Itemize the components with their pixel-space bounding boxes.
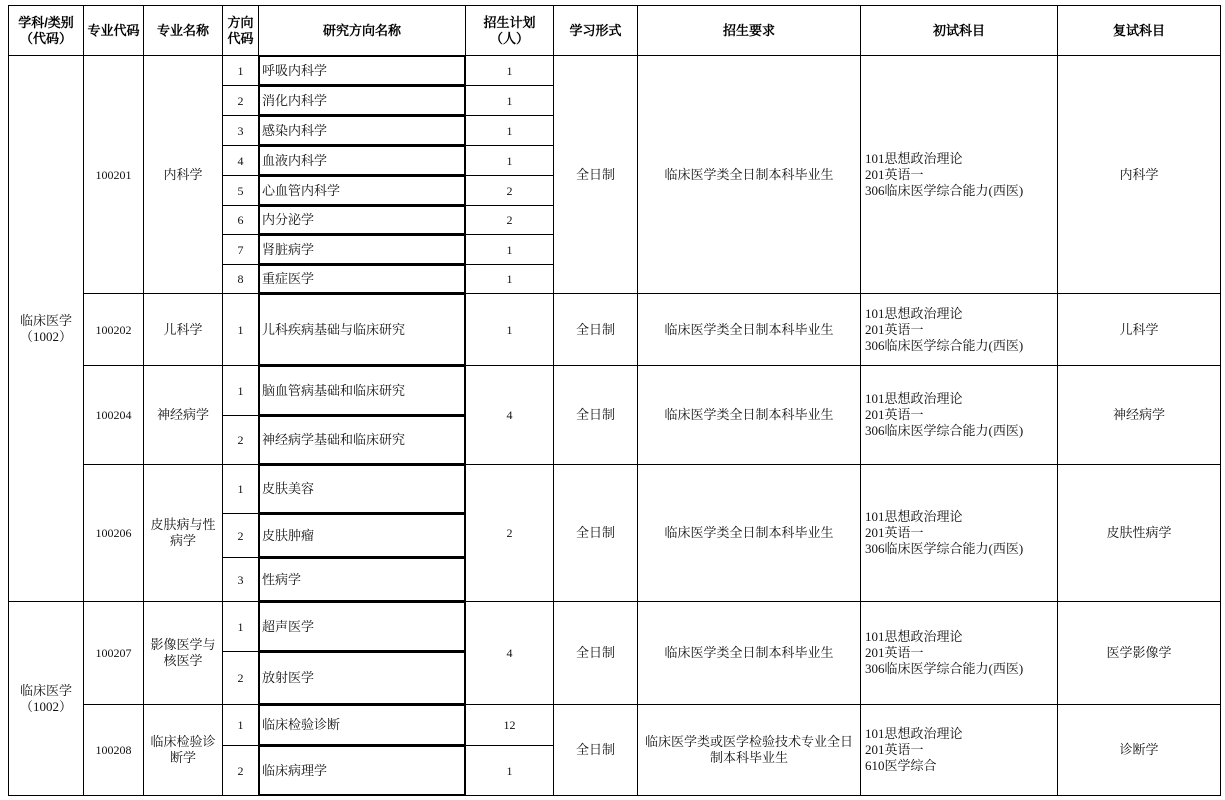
direction-code-cell: 1 <box>223 705 258 745</box>
exam-subject-list <box>865 629 1023 677</box>
study-mode-cell: 全日制 <box>554 465 637 601</box>
direction-name-cell: 内分泌学 <box>259 206 465 234</box>
direction-name-cell: 重症医学 <box>259 265 465 293</box>
quota-cell: 1 <box>466 294 553 365</box>
direction-name-cell: 超声医学 <box>259 602 465 651</box>
study-mode-cell: 全日制 <box>554 294 637 365</box>
initial-exam-cell <box>861 465 1057 601</box>
major-name-cell: 临床检验诊断学 <box>144 705 222 795</box>
exam-subject: 101思想政治理论 <box>865 150 963 166</box>
major-code-cell: 100201 <box>84 56 143 293</box>
quota-cell: 12 <box>466 705 553 745</box>
exam-subject: 101思想政治理论 <box>865 305 963 321</box>
quota-cell: 1 <box>466 86 553 115</box>
direction-code-cell: 4 <box>223 146 258 175</box>
study-mode-cell: 全日制 <box>554 705 637 795</box>
category-cell: 临床医学 （1002） <box>9 56 83 601</box>
major-name-cell: 皮肤病与性病学 <box>144 465 222 601</box>
retest-cell: 医学影像学 <box>1058 602 1220 704</box>
direction-code-cell: 8 <box>223 265 258 293</box>
major-code-cell: 100207 <box>84 602 143 704</box>
header-major-code: 专业代码 <box>84 6 143 55</box>
requirement-cell: 临床医学类全日制本科毕业生 <box>638 366 860 464</box>
direction-name-cell: 心血管内科学 <box>259 176 465 205</box>
major-name-cell: 内科学 <box>144 56 222 293</box>
major-name-cell: 影像医学与核医学 <box>144 602 222 704</box>
initial-exam-cell <box>861 602 1057 704</box>
major-code-cell: 100202 <box>84 294 143 365</box>
quota-cell: 4 <box>466 602 553 704</box>
direction-name-cell: 脑血管病基础和临床研究 <box>259 366 465 415</box>
direction-code-cell: 2 <box>223 416 258 464</box>
direction-name-cell: 儿科疾病基础与临床研究 <box>259 294 465 365</box>
direction-name-cell: 性病学 <box>259 558 465 601</box>
header-retest: 复试科目 <box>1058 6 1220 55</box>
direction-name-cell: 感染内科学 <box>259 116 465 145</box>
direction-code-cell: 2 <box>223 514 258 557</box>
header-quota: 招生计划 （人） <box>466 6 553 55</box>
quota-cell: 2 <box>466 465 553 601</box>
header-requirements: 招生要求 <box>638 6 860 55</box>
direction-code-cell: 2 <box>223 652 258 704</box>
direction-code-cell: 1 <box>223 602 258 651</box>
direction-name-cell: 皮肤美容 <box>259 465 465 513</box>
direction-name-cell: 血液内科学 <box>259 146 465 175</box>
study-mode-cell: 全日制 <box>554 602 637 704</box>
direction-name-cell: 消化内科学 <box>259 86 465 115</box>
exam-subject: 101思想政治理论 <box>865 391 963 406</box>
direction-code-cell: 1 <box>223 366 258 415</box>
initial-exam-cell <box>861 56 1057 293</box>
header-initial-exam: 初试科目 <box>861 6 1057 55</box>
requirement-cell: 临床医学类全日制本科毕业生 <box>638 602 860 704</box>
quota-cell: 2 <box>466 176 553 205</box>
direction-code-cell: 2 <box>223 746 258 795</box>
direction-name-cell: 临床病理学 <box>259 746 465 795</box>
header-category: 学科/类别 （代码） <box>9 6 83 55</box>
exam-subject-list <box>865 306 1023 354</box>
initial-exam-cell <box>861 294 1057 365</box>
exam-subject: 201英语一 <box>865 742 924 757</box>
exam-subject-list <box>865 726 963 774</box>
direction-code-cell: 2 <box>223 86 258 115</box>
quota-cell: 1 <box>466 235 553 264</box>
exam-subject: 101思想政治理论 <box>865 726 963 741</box>
quota-cell: 1 <box>466 116 553 145</box>
direction-code-cell: 7 <box>223 235 258 264</box>
header-direction-name: 研究方向名称 <box>259 6 465 55</box>
direction-code-cell: 1 <box>223 56 258 85</box>
exam-subject: 201英语一 <box>865 321 924 337</box>
quota-cell: 1 <box>466 56 553 85</box>
study-mode-cell: 全日制 <box>554 366 637 464</box>
major-code-cell: 100204 <box>84 366 143 464</box>
exam-subject: 306临床医学综合能力(西医) <box>865 182 1024 198</box>
exam-subject-list <box>865 151 1023 199</box>
exam-subject: 306临床医学综合能力(西医) <box>865 337 1024 353</box>
quota-cell: 1 <box>466 146 553 175</box>
direction-code-cell: 1 <box>223 465 258 513</box>
direction-code-cell: 5 <box>223 176 258 205</box>
direction-name-cell: 呼吸内科学 <box>259 56 465 85</box>
direction-name-cell: 皮肤肿瘤 <box>259 514 465 557</box>
major-code-cell: 100208 <box>84 705 143 795</box>
exam-subject: 101思想政治理论 <box>865 629 963 644</box>
header-major-name: 专业名称 <box>144 6 222 55</box>
retest-cell: 神经病学 <box>1058 366 1220 464</box>
quota-cell: 1 <box>466 265 553 293</box>
quota-cell: 2 <box>466 206 553 234</box>
requirement-cell: 临床医学类全日制本科毕业生 <box>638 56 860 293</box>
direction-name-cell: 肾脏病学 <box>259 235 465 264</box>
initial-exam-cell <box>861 366 1057 464</box>
exam-subject: 610医学综合 <box>865 758 937 773</box>
requirement-cell: 临床医学类全日制本科毕业生 <box>638 465 860 601</box>
header-direction-code: 方向 代码 <box>223 6 258 55</box>
study-mode-cell: 全日制 <box>554 56 637 293</box>
major-code-cell: 100206 <box>84 465 143 601</box>
category-cell: 临床医学 （1002） <box>9 602 83 795</box>
exam-subject: 201英语一 <box>865 525 924 540</box>
retest-cell: 内科学 <box>1058 56 1220 293</box>
major-name-cell: 神经病学 <box>144 366 222 464</box>
exam-subject-list <box>865 391 1023 439</box>
direction-name-cell: 神经病学基础和临床研究 <box>259 416 465 464</box>
header-study-mode: 学习形式 <box>554 6 637 55</box>
exam-subject: 201英语一 <box>865 645 924 660</box>
exam-subject: 101思想政治理论 <box>865 509 963 524</box>
exam-subject: 201英语一 <box>865 407 924 422</box>
retest-cell: 儿科学 <box>1058 294 1220 365</box>
direction-code-cell: 6 <box>223 206 258 234</box>
exam-subject-list <box>865 509 1023 557</box>
retest-cell: 诊断学 <box>1058 705 1220 795</box>
requirement-cell: 临床医学类或医学检验技术专业全日制本科毕业生 <box>638 705 860 795</box>
direction-code-cell: 3 <box>223 558 258 601</box>
quota-cell: 4 <box>466 366 553 464</box>
retest-cell: 皮肤性病学 <box>1058 465 1220 601</box>
direction-code-cell: 3 <box>223 116 258 145</box>
initial-exam-cell <box>861 705 1057 795</box>
major-name-cell: 儿科学 <box>144 294 222 365</box>
quota-cell: 1 <box>466 746 553 795</box>
exam-subject: 201英语一 <box>865 166 924 182</box>
direction-name-cell: 临床检验诊断 <box>259 705 465 745</box>
requirement-cell: 临床医学类全日制本科毕业生 <box>638 294 860 365</box>
direction-name-cell: 放射医学 <box>259 652 465 704</box>
exam-subject: 306临床医学综合能力(西医) <box>865 423 1024 438</box>
admission-plan-table <box>8 5 1221 796</box>
exam-subject: 306临床医学综合能力(西医) <box>865 661 1024 676</box>
exam-subject: 306临床医学综合能力(西医) <box>865 541 1024 556</box>
direction-code-cell: 1 <box>223 294 258 365</box>
